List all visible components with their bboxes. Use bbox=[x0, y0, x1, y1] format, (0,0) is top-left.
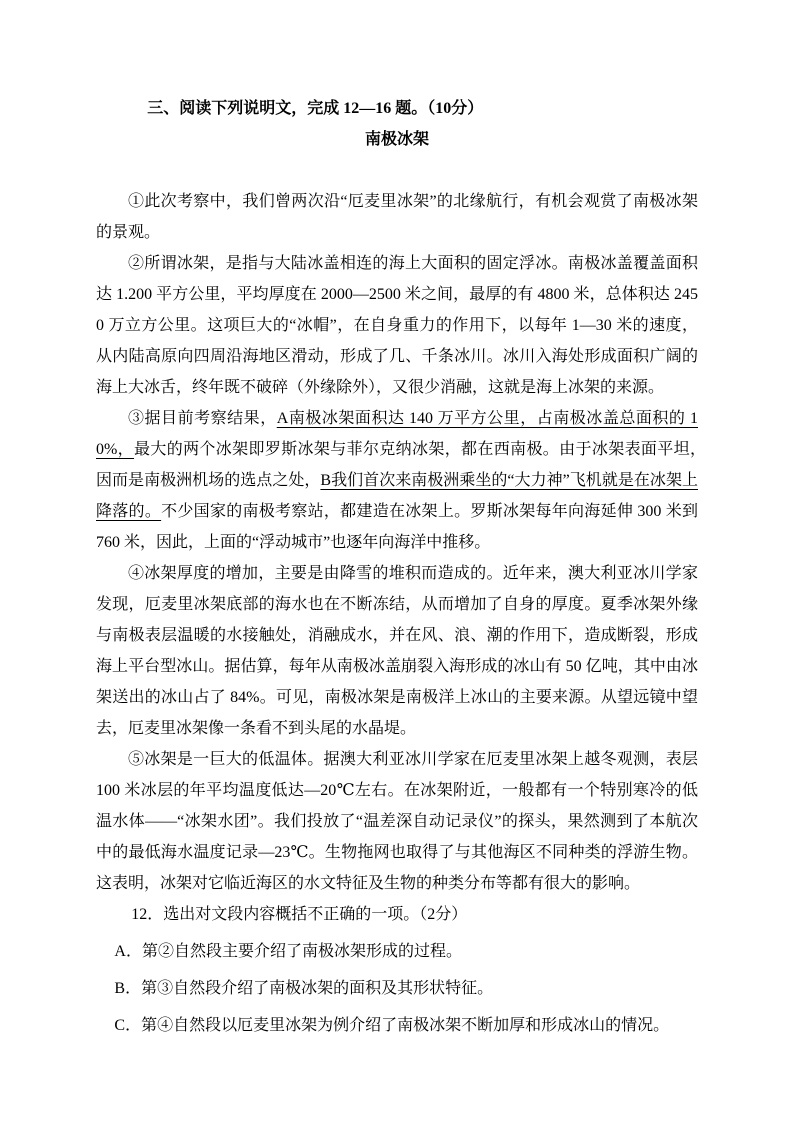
paragraph-1: ①此次考察中，我们曾两次沿“厄麦里冰架”的北缘航行，有机会观赏了南极冰架的景观。 bbox=[96, 193, 698, 241]
paragraph-5: ⑤冰架是一巨大的低温体。据澳大利亚冰川学家在厄麦里冰架上越冬观测，表层 100 米冰层的年平均温度低达—20℃左右。在冰架附近，一般都有一个特别寒冷的低温水体——“冰架水团”。我们投放了“温差深自动记录仪”的探头，果然测到了本航次中的最低海水温度记录—23℃。生物拖网也取得了与其他海区不同种类的浮游生物。这表明，冰架对它临近海区的水文特征及生物的种类分布等都有很大的影响。 bbox=[96, 751, 698, 892]
paragraph-2: ②所谓冰架，是指与大陆冰盖相连的海上大面积的固定浮冰。南极冰盖覆盖面积达 1.200 平方公里，平均厚度在 2000—2500 米之间，最厚的有 4800 米，总体积达 2450 万立方公里。这项巨大的“冰帽”，在自身重力的作用下，以每年 1—30 米的速度，从内陆高原向四周沿海地区滑动，形成了几、千条冰川。冰川入海处形成面积广阔的海上大冰舌，终年既不破碎（外缘除外），又很少消融，这就是海上冰架的来源。 bbox=[96, 255, 698, 396]
underlined-statement-b: B我们首次来南极洲乘坐的“大力神”飞机就是在冰架上降落的。 bbox=[96, 472, 698, 520]
option-b: B．第③自然段介绍了南极冰架的面积及其形状特征。 bbox=[114, 980, 494, 997]
paragraph-4: ④冰架厚度的增加，主要是由降雪的堆积而造成的。近年来，澳大利亚冰川学家发现，厄麦里冰架底部的海水也在不断冻结，从而增加了自身的厚度。夏季冰架外缘与南极表层温暖的水接触处，消融成水，并在风、浪、潮的作用下，造成断裂，形成海上平台型冰山。据估算，每年从南极冰盖崩裂入海形成的冰山有 50 亿吨，其中由冰架送出的冰山占了 84%。可见，南极冰架是南极洋上冰山的主要来源。从望远镜中望去，厄麦里冰架像一条看不到头尾的水晶堤。 bbox=[96, 565, 698, 737]
paragraph-3-tail-text: 不少国家的南极考察站，都建造在冰架上。罗斯冰架每年向海延伸 300 米到 760 米，因此，上面的“浮动城市”也逐年向海洋中推移。 bbox=[96, 503, 698, 551]
paragraph-3-middle-text: 最大的两个冰架即罗斯冰架与菲尔克纳冰架，都在西南极。由于冰架表面平坦， 因而是南极洲机场的选点之处， bbox=[96, 441, 730, 489]
question-12: 12．选出对文段内容概括不正确的一项。（2分） bbox=[131, 906, 468, 923]
section-header: 三、阅读下列说明文，完成 12—16 题。（10分） bbox=[147, 100, 484, 117]
underlined-statement-a: A南极冰架面积达 140 万平方公里，占南极冰盖总面积的 10%， bbox=[96, 410, 698, 458]
article-title: 南极冰架 bbox=[364, 131, 429, 148]
option-c: C．第④自然段以厄麦里冰架为例介绍了南极冰架不断加厚和形成冰山的情况。 bbox=[114, 1017, 670, 1034]
paragraph-3-lead-text: ③据目前考察结果， bbox=[128, 410, 277, 427]
option-a: A．第②自然段主要介绍了南极冰架形成的过程。 bbox=[114, 943, 462, 960]
paragraph-3 bbox=[96, 403, 730, 558]
